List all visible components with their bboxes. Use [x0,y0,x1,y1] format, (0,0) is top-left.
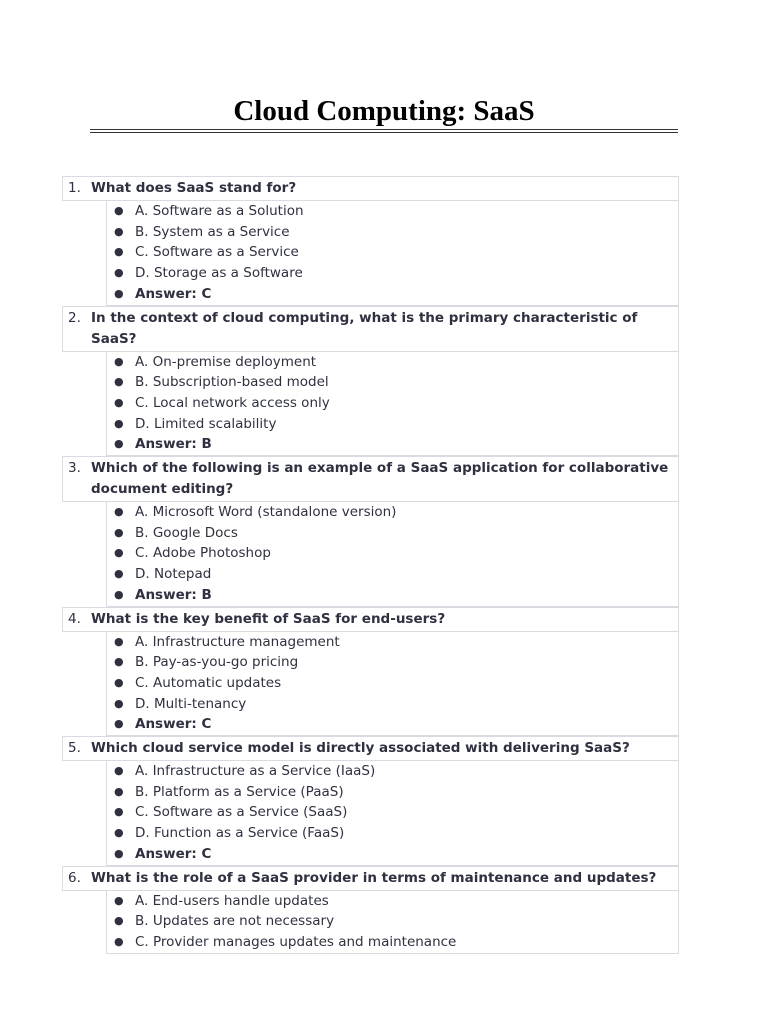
option-item-text: A. Microsoft Word (standalone version) [135,504,397,521]
bullet-icon: ● [114,286,124,300]
option-item [107,502,678,523]
bullet-icon: ● [114,224,124,238]
question-2 [62,306,679,352]
bullet-icon: ● [114,416,124,430]
question-text: Which cloud service model is directly associated with delivering SaaS? [91,740,630,757]
option-item-text: C. Software as a Service (SaaS) [135,804,348,821]
bullet-icon: ● [114,245,124,259]
question-number: 1. [68,180,81,196]
option-item-text: B. Platform as a Service (PaaS) [135,783,344,800]
bullet-icon: ● [114,696,124,710]
question-3 [62,456,679,502]
option-item-text: C. Adobe Photoshop [135,545,271,562]
bullet-icon: ● [114,805,124,819]
option-item [107,242,678,263]
options-list [106,632,679,737]
option-item-text: C. Local network access only [135,394,330,411]
bullet-icon: ● [114,764,124,778]
option-item [107,263,678,284]
option-item-text: C. Automatic updates [135,674,282,691]
bullet-icon: ● [114,675,124,689]
bullet-icon: ● [114,914,124,928]
answer-item-text: Answer: C [135,285,212,302]
option-item [107,652,678,673]
question-text: What is the key benefit of SaaS for end-users? [91,610,446,627]
document-title: Cloud Computing: SaaS [233,95,535,127]
option-item-text: C. Provider manages updates and maintenance [135,933,457,950]
question-text: In the context of cloud computing, what is the primary characteristic of SaaS? [91,309,638,347]
answer-item-text: Answer: B [135,436,212,453]
question-number: 4. [68,610,81,627]
question-number: 6. [68,869,81,886]
question-text: What is the role of a SaaS provider in terms of maintenance and updates? [91,869,657,886]
options-list [106,352,679,457]
option-item [107,673,678,694]
option-item [107,694,678,715]
option-item [107,911,678,932]
bullet-icon: ● [114,826,124,840]
option-item-text: B. Pay-as-you-go pricing [135,654,299,671]
options-list [106,761,679,866]
bullet-icon: ● [114,204,124,217]
bullet-icon: ● [114,546,124,560]
option-item-text: A. Software as a Solution [135,203,304,219]
options-list [106,201,679,306]
question-5 [62,736,679,761]
bullet-icon: ● [114,587,124,601]
answer-item [107,284,678,305]
answer-item [107,844,678,865]
question-1 [62,176,679,201]
option-item [107,393,678,414]
option-item-text: D. Function as a Service (FaaS) [135,825,345,842]
bullet-icon: ● [114,525,124,539]
option-item [107,761,678,782]
option-item [107,632,678,653]
option-item [107,201,678,222]
option-item [107,932,678,953]
question-number: 5. [68,740,81,757]
option-item [107,823,678,844]
option-item-text: D. Notepad [135,566,212,583]
answer-item [107,714,678,735]
answer-item [107,585,678,606]
bullet-icon: ● [114,893,124,907]
bullet-icon: ● [114,395,124,409]
option-item-text: B. Google Docs [135,524,238,541]
option-item [107,222,678,243]
option-item [107,372,678,393]
bullet-icon: ● [114,717,124,731]
quiz-list [62,176,679,954]
option-item [107,352,678,373]
bullet-icon: ● [114,375,124,389]
answer-item-text: Answer: C [135,716,212,733]
bullet-icon: ● [114,846,124,860]
option-item-text: D. Multi-tenancy [135,695,247,712]
option-item [107,543,678,564]
question-4 [62,607,679,632]
options-list [106,891,679,954]
question-text: What does SaaS stand for? [91,180,297,196]
options-list [106,502,679,607]
answer-item-text: Answer: C [135,845,212,862]
answer-item [107,434,678,455]
option-item-text: A. On-premise deployment [135,353,317,370]
title-divider [90,129,678,133]
bullet-icon: ● [114,354,124,368]
question-number: 3. [68,460,81,477]
option-item-text: D. Storage as a Software [135,265,303,282]
option-item-text: A. Infrastructure management [135,633,340,650]
option-item-text: C. Software as a Service [135,244,299,261]
option-item [107,802,678,823]
bullet-icon: ● [114,934,124,948]
option-item-text: A. Infrastructure as a Service (IaaS) [135,763,376,780]
option-item [107,564,678,585]
bullet-icon: ● [114,634,124,648]
option-item-text: B. Updates are not necessary [135,913,335,930]
bullet-icon: ● [114,567,124,581]
option-item-text: B. Subscription-based model [135,374,329,391]
option-item [107,523,678,544]
option-item-text: B. System as a Service [135,223,290,240]
bullet-icon: ● [114,437,124,451]
option-item-text: D. Limited scalability [135,415,277,432]
question-6 [62,866,679,891]
question-number: 2. [68,309,81,326]
bullet-icon: ● [114,655,124,669]
bullet-icon: ● [114,266,124,280]
bullet-icon: ● [114,505,124,519]
option-item [107,891,678,912]
bullet-icon: ● [114,784,124,798]
question-text: Which of the following is an example of a SaaS application for collaborative document editing? [91,460,669,498]
option-item [107,414,678,435]
answer-item-text: Answer: B [135,586,212,603]
option-item [107,782,678,803]
option-item-text: A. End-users handle updates [135,892,329,909]
